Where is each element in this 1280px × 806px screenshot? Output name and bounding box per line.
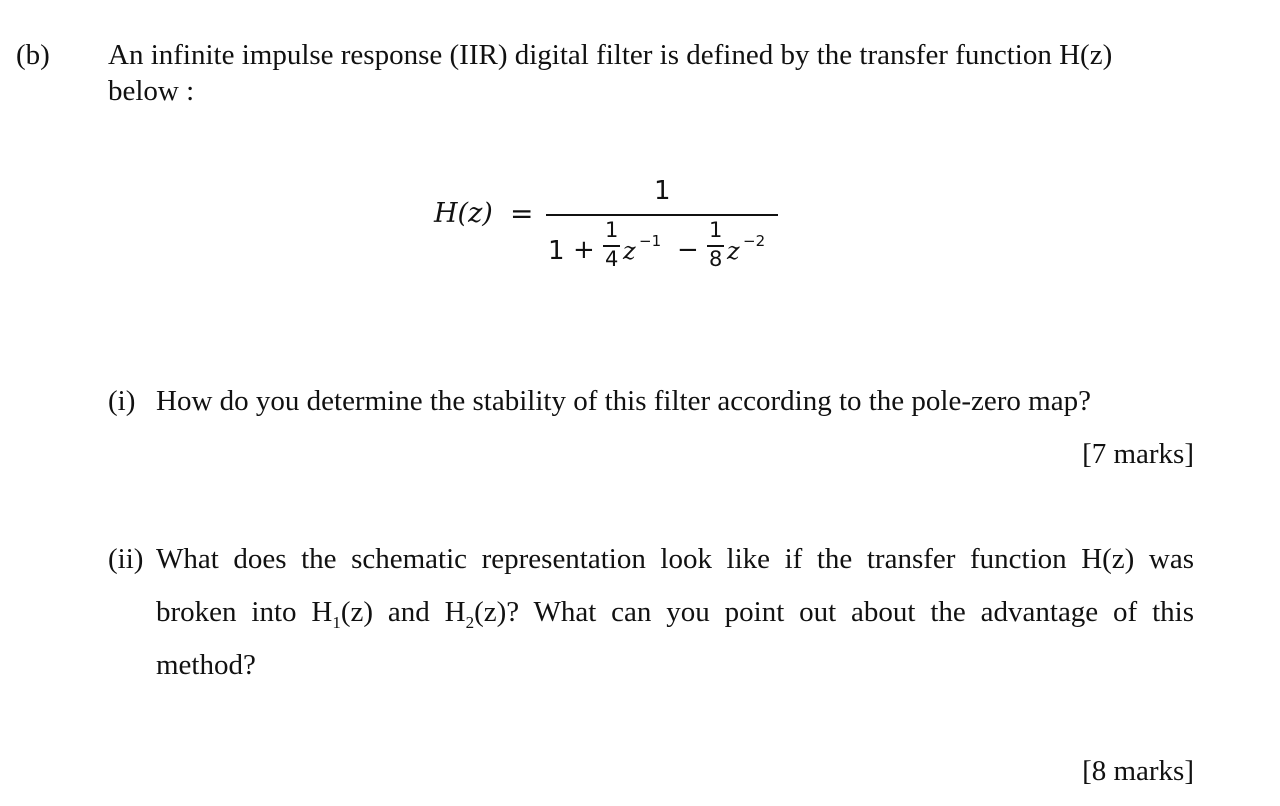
denominator-minus: − (677, 235, 699, 265)
z-term-1: z (623, 237, 636, 265)
line2-part-a: broken into H (156, 596, 333, 628)
question-i-text: How do you determine the stability of this filter according to the pole-zero map? (156, 385, 1091, 417)
question-ii-label: (ii) (108, 543, 144, 575)
subscript-1: 1 (332, 612, 341, 632)
fraction1-numerator: 1 (605, 218, 619, 242)
part-label: (b) (16, 39, 50, 71)
fraction2-denominator: 8 (709, 247, 723, 271)
question-ii-line-2 (156, 595, 1194, 640)
line2-part-b: (z) and H (340, 596, 466, 628)
equation-numerator: 1 (654, 176, 671, 206)
exponent-2: −2 (743, 232, 766, 250)
question-ii-line-1 (156, 542, 1194, 576)
question-ii-marks: [8 marks] (1082, 755, 1194, 787)
question-ii-line-3: method? (156, 649, 256, 681)
intro-line-1: An infinite impulse response (IIR) digital filter is defined by the transfer function H(z) (108, 39, 1113, 71)
question-i-marks: [7 marks] (1082, 438, 1194, 470)
intro-line-2: below : (108, 75, 195, 107)
question-i-label: (i) (108, 385, 136, 417)
equation-equals: = (510, 197, 534, 230)
denominator-one: 1 (548, 236, 565, 266)
fraction1-denominator: 4 (605, 247, 619, 271)
main-fraction-bar (546, 214, 778, 216)
line2-part-c: (z)? What can you point out about the advantage of this (474, 596, 1194, 628)
fraction2-numerator: 1 (709, 218, 723, 242)
exponent-1: −1 (639, 232, 662, 250)
subscript-2: 2 (465, 612, 475, 632)
z-term-2: z (727, 237, 740, 265)
equation-lhs: H(z) (434, 198, 493, 229)
denominator-plus: + (573, 235, 595, 265)
question-ii-line-1-text: What does the schematic representation look like if the transfer function H(z) was (156, 543, 1194, 575)
